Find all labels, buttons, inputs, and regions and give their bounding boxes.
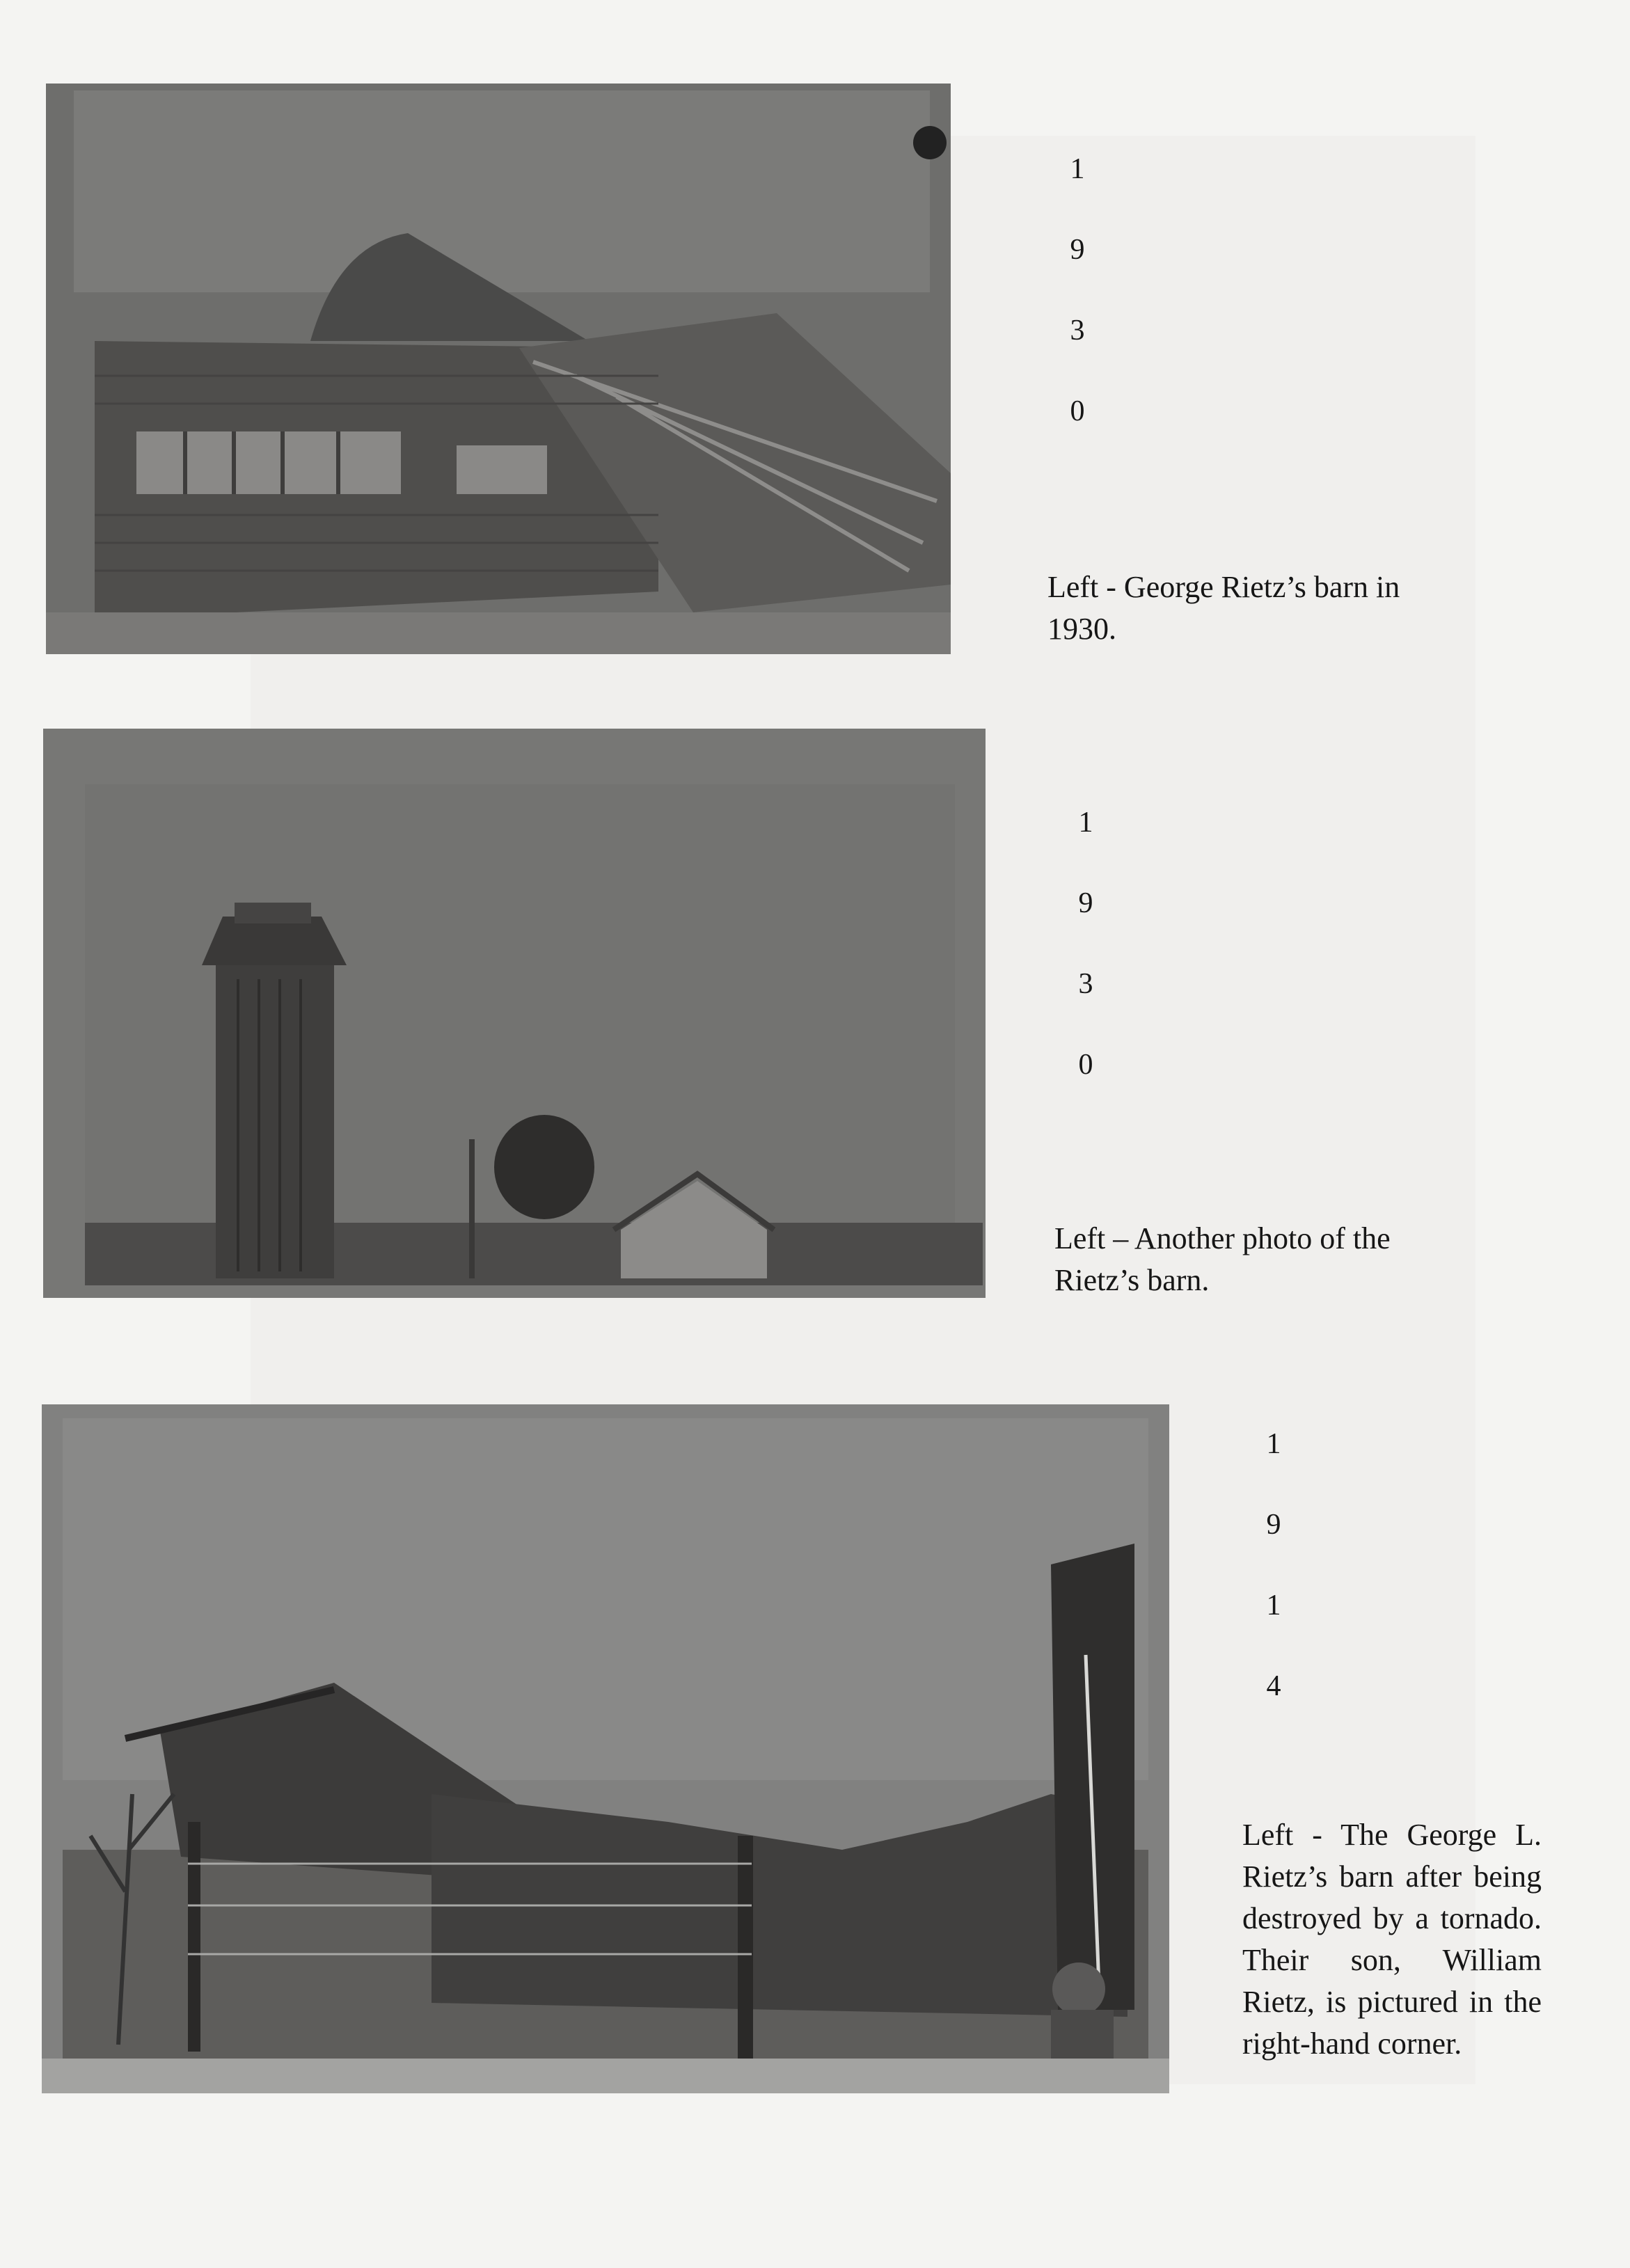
year-digit: 9 — [1070, 234, 1085, 266]
year-digit: 0 — [1078, 1049, 1093, 1081]
year-digit: 1 — [1266, 1428, 1281, 1460]
year-digit: 9 — [1078, 887, 1093, 919]
year-digit: 1 — [1078, 807, 1093, 839]
year-digit: 1 — [1070, 153, 1085, 185]
year-digit: 0 — [1070, 395, 1085, 427]
year-digit: 4 — [1266, 1670, 1281, 1702]
year-digit: 3 — [1070, 315, 1085, 347]
year-digit: 9 — [1266, 1509, 1281, 1541]
year-vertical-1930 — [1057, 154, 1098, 477]
caption-photo-1: Left - George Rietz’s barn in 1930. — [1047, 570, 1400, 646]
caption-photo-3: Left - The George L. Rietz’s barn after being destroyed by a tornado. Their son, William Rietz, is pictured in the right-hand corner. — [1242, 1818, 1542, 2061]
year-digit: 3 — [1078, 968, 1093, 1000]
caption-photo-2: Left – Another photo of the Rietz’s barn. — [1054, 1221, 1391, 1297]
year-vertical-1914 — [1253, 1429, 1295, 1752]
barn-photo-1930-second — [43, 729, 986, 1298]
year-vertical-1930-second — [1065, 808, 1107, 1131]
barn-photo-1930 — [46, 84, 951, 654]
year-digit: 1 — [1266, 1589, 1281, 1621]
barn-photo-1914-tornado — [42, 1404, 1169, 2093]
